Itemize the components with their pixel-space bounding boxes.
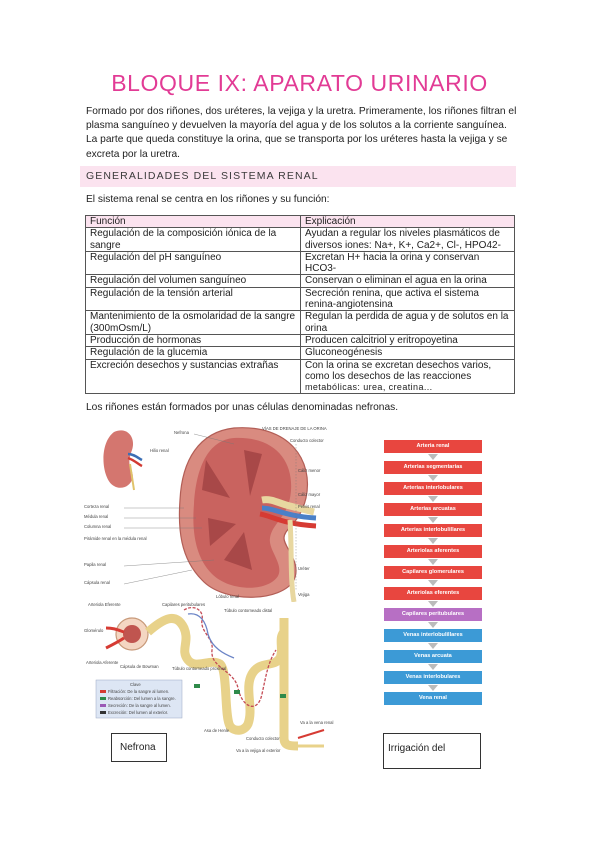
table-cell-text: Con la orina se excretan desechos varios, como los desechos de las reacciones [305,359,492,382]
section-heading: GENERALIDADES DEL SISTEMA RENAL [86,170,319,182]
flow-step-capilares-peritubulares: Capilares peritubulares [384,608,482,621]
table-cell: Gluconeogénesis [301,347,515,359]
label-asa: Asa de Henle [204,728,230,733]
label-lobulo: Lóbulo renal [216,594,240,599]
nefrona-caption-box [111,733,167,762]
key-item: Secreción: De la sangre al lumen. [108,703,171,708]
flow-step-vena-renal: Vena renal [384,692,482,705]
kidney-section [179,428,316,602]
table-cell: Conservan o eliminan el agua en la orina [301,275,515,287]
flow-arrow [428,601,438,607]
label-pelvis: Pelvis renal [298,504,320,509]
nephron-drawing [106,608,324,746]
label-arteriola-aferente: Arteriola Aferente [86,660,119,665]
kidney-thumbnail [103,430,142,490]
flow-arrow [428,622,438,628]
table-cell: Regulación de la tensión arterial [86,287,301,311]
flow-arrow [428,643,438,649]
table-row [86,287,515,311]
label-capsula: Cápsula renal [84,580,110,585]
flow-step-arterias-interlobulillares: Arterias interlobulillares [384,524,482,537]
flow-step-capilares-glomerulares: Capilares glomerulares [384,566,482,579]
nefrona-caption: Nefrona [120,742,156,753]
table-row [86,228,515,252]
key-item: Filtración: De la sangre al lumen. [108,689,170,694]
flow-arrow [428,517,438,523]
table-row [86,359,515,394]
label-glomerulo: Glomérulo [84,628,104,633]
flow-step-arterias-arcuatas: Arterias arcuatas [384,503,482,516]
label-caliz-menor: Cáliz menor [298,468,321,473]
table-header-row [86,216,515,228]
irrigacion-caption-box [383,733,481,769]
table-cell: Producen calcitriol y eritropoyetina [301,334,515,346]
table-cell: Producción de hormonas [86,334,301,346]
flow-step-venas-interlobulares: Venas interlobulares [384,671,482,684]
nephron-sentence: Los riñones están formados por unas células denominadas nefronas. [86,402,399,413]
nephron-key [96,680,182,718]
key-title: Clave [130,682,141,687]
table-row [86,347,515,359]
table-cell: Regulación de la composición iónica de la sangre [86,228,301,252]
label-vejiga: Vejiga [298,592,310,597]
table-row [86,334,515,346]
label-capilares-peri: Capilares peritubulares [162,602,206,607]
table-cell [301,359,515,394]
label-tubulo-proximal: Túbulo contorneado proximal [172,666,227,671]
flow-arrow [428,475,438,481]
label-capsula-bowman: Cápsula de Bowman [120,664,159,669]
flow-arrow [428,559,438,565]
page-title: BLOQUE IX: APARATO URINARIO [111,70,488,96]
table-header-explicacion: Explicación [301,216,515,228]
intro-paragraph: Formado por dos riñones, dos uréteres, la vejiga y la uretra. Primeramente, los riñones filtran el plasma sanguíneo y devuelven la mayoría del agua y de los solutos a la corriente sanguínea. La parte que queda constituye la orina, que se transporta por los uréteres hasta la vejiga y se excreta por la uretra. [86,106,517,160]
key-item: Reabsorción: Del lumen a la sangre. [108,696,176,701]
table-cell: Excretan H+ hacia la orina y conservan HCO3- [301,251,515,275]
table-cell: Regulación de la glucemia [86,347,301,359]
label-colector: Conducto colector [246,736,280,741]
irrigacion-caption: Irrigación del [388,743,446,754]
flow-step-arteriolas-eferentes: Arteriolas eferentes [384,587,482,600]
label-corteza: Corteza renal [84,504,110,509]
table-cell: Regulación del volumen sanguíneo [86,275,301,287]
flow-step-arteriolas-aferentes: Arteriolas aferentes [384,545,482,558]
flow-arrow [428,454,438,460]
label-piramide: Pirámide renal en la médula renal [84,536,147,541]
table-cell: Regulación del pH sanguíneo [86,251,301,275]
flow-step-arterias-interlobulares: Arterias interlobulares [384,482,482,495]
flow-arrow [428,496,438,502]
label-caliz-mayor: Cáliz mayor [298,492,321,497]
label-ureter: Uréter [298,566,310,571]
label-va-vena: Va a la vena renal [300,720,334,725]
functions-table [85,215,515,394]
label-arteriola-eferente: Arteriola Eferente [88,602,121,607]
table-cell: Mantenimiento de la osmolaridad de la sangre (300mOsm/L) [86,311,301,335]
section-heading-bar [80,166,516,187]
table-row [86,311,515,335]
table-row [86,251,515,275]
label-tubulo-distal: Túbulo contorneado distal [224,608,273,613]
flow-step-arterias-segmentarias: Arterias segmentarias [384,461,482,474]
table-cell: Ayudan a regular los niveles plasmáticos de diversos iones: Na+, K+, Ca2+, Cl-, HPO42- [301,228,515,252]
flow-arrow [428,685,438,691]
flow-arrow [428,664,438,670]
label-papila: Papila renal [84,562,107,567]
label-hilio: Hilio renal [150,448,169,453]
section-subtitle: El sistema renal se centra en los riñones y su función: [86,194,330,205]
flow-arrow [428,538,438,544]
flow-arrow [428,580,438,586]
label-conducto: Conducto colector [290,438,324,443]
label-medula: Médula renal [84,514,109,519]
key-item: Excreción: Del lumen al exterior. [108,710,169,715]
table-cell: Secreción renina, que activa el sistema renina-angiotensina [301,287,515,311]
table-cell: Regulan la perdida de agua y de solutos en la orina [301,311,515,335]
table-row [86,275,515,287]
table-cell-extra: metabólicas: urea, creatina... [305,382,433,393]
label-vias: VÍAS DE DRENAJE DE LA ORINA [262,426,327,431]
label-va-vejiga: Va a la vejiga al exterior [236,748,281,753]
kidney-anatomy-figure [84,420,374,602]
table-header-funcion: Función [86,216,301,228]
table-cell: Excreción desechos y sustancias extrañas [86,359,301,394]
label-columna: Columna renal [84,524,112,529]
flow-step-venas-interlobulillares: Venas interlobulillares [384,629,482,642]
flow-step-arteria-renal: Arteria renal [384,440,482,453]
label-nefrona: Nefrona [174,430,189,435]
flow-step-venas-arcuata: Venas arcuata [384,650,482,663]
